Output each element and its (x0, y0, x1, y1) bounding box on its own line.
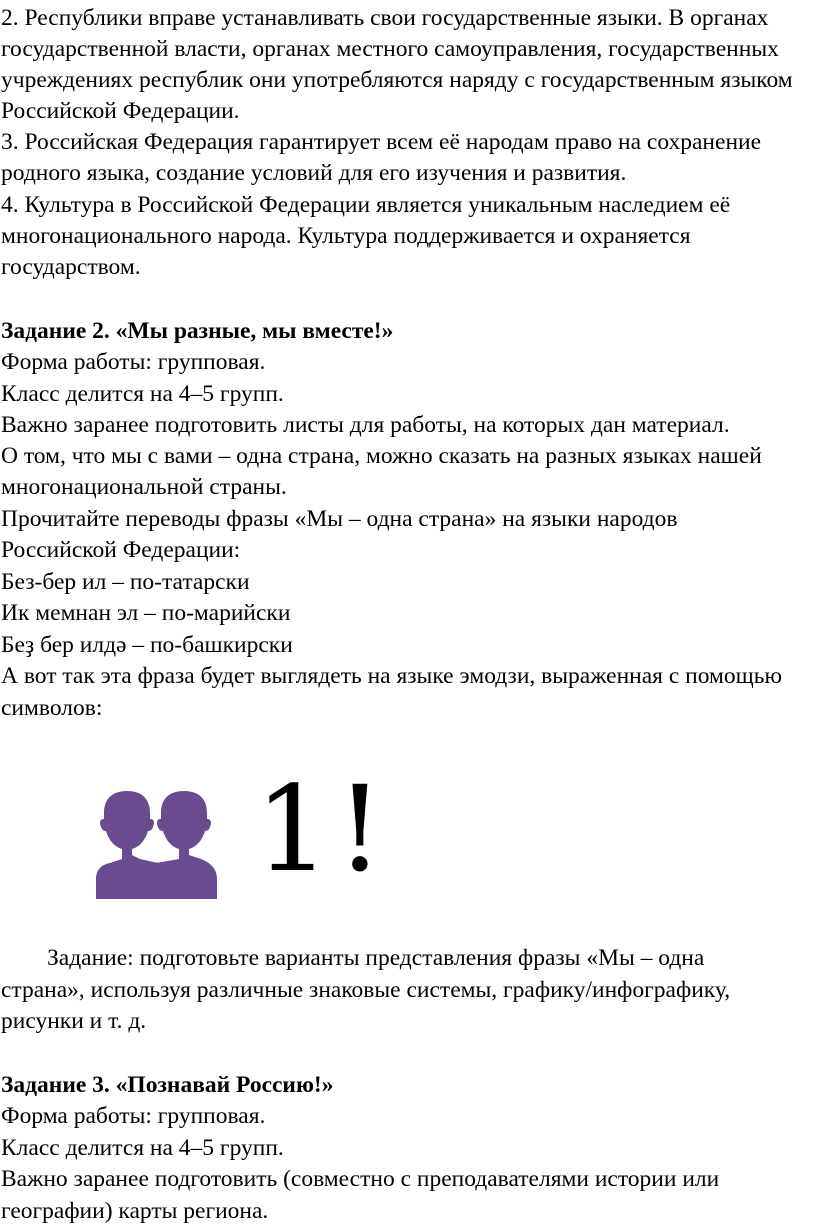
task-2-assignment-line-1: Задание: подготовьте варианты представления фразы «Мы – одна (47, 945, 705, 971)
task-2-groups: Класс делится на 4–5 групп. (1, 381, 284, 407)
task-2-prep: Важно заранее подготовить листы для работы, на которых дан материал. (1, 412, 730, 438)
task-2-emoji-line-1: А вот так эта фраза будет выглядеть на языке эмодзи, выраженная с помощью (1, 663, 783, 689)
article-4-line-2: многонационального народа. Культура поддерживается и охраняется (1, 223, 691, 249)
translation-bashkir: Беҙ бер илдә – по-башкирски (1, 632, 293, 658)
article-2-line-2: государственной власти, органах местного самоуправления, государственных (1, 36, 779, 62)
article-4-line-3: государством. (1, 254, 141, 280)
translation-tatar: Без-бер ил – по-татарски (1, 569, 250, 595)
article-2-line-4: Российской Федерации. (1, 98, 240, 124)
task-3-prep-line-2: географии) карты региона. (1, 1198, 269, 1224)
task-3-prep-line-1: Важно заранее подготовить (совместно с преподавателями истории или (1, 1166, 720, 1192)
task-2-intro-line-2: многонациональной страны. (1, 474, 287, 500)
task-2-intro-line-1: О том, что мы с вами – одна страна, можно сказать на разных языках нашей (1, 443, 762, 469)
task-3-groups: Класс делится на 4–5 групп. (1, 1135, 284, 1161)
task-2-assignment-line-3: рисунки и т. д. (1, 1008, 147, 1034)
article-2-line-1: 2. Республики вправе устанавливать свои государственные языки. В органах (1, 5, 769, 31)
task-2-emoji-line-2: символов: (1, 695, 103, 721)
task-2-heading: Задание 2. «Мы разные, мы вместе!» (1, 318, 394, 344)
translation-mari: Ик мемнан эл – по-марийски (1, 600, 291, 626)
task-2-form: Форма работы: групповая. (1, 349, 266, 375)
task-3-heading: Задание 3. «Познавай Россию!» (1, 1072, 334, 1098)
two-people-silhouette-icon (92, 775, 222, 900)
task-3-form: Форма работы: групповая. (1, 1103, 266, 1129)
task-2-read-line-2: Российской Федерации: (1, 537, 241, 563)
article-3-line-1: 3. Российская Федерация гарантирует всем её народам право на сохранение (1, 129, 762, 155)
emoji-text-one-exclamation: 1! (255, 760, 390, 898)
article-3-line-2: родного языка, создание условий для его изучения и развития. (1, 160, 627, 186)
article-2-line-3: учреждениях республик они употребляются наряду с государственным языком (1, 67, 793, 93)
task-2-read-line-1: Прочитайте переводы фразы «Мы – одна страна» на языки народов (1, 506, 678, 532)
task-2-assignment-line-2: страна», используя различные знаковые системы, графику/инфографику, (1, 977, 731, 1003)
article-4-line-1: 4. Культура в Российской Федерации является уникальным наследием её (1, 192, 731, 218)
